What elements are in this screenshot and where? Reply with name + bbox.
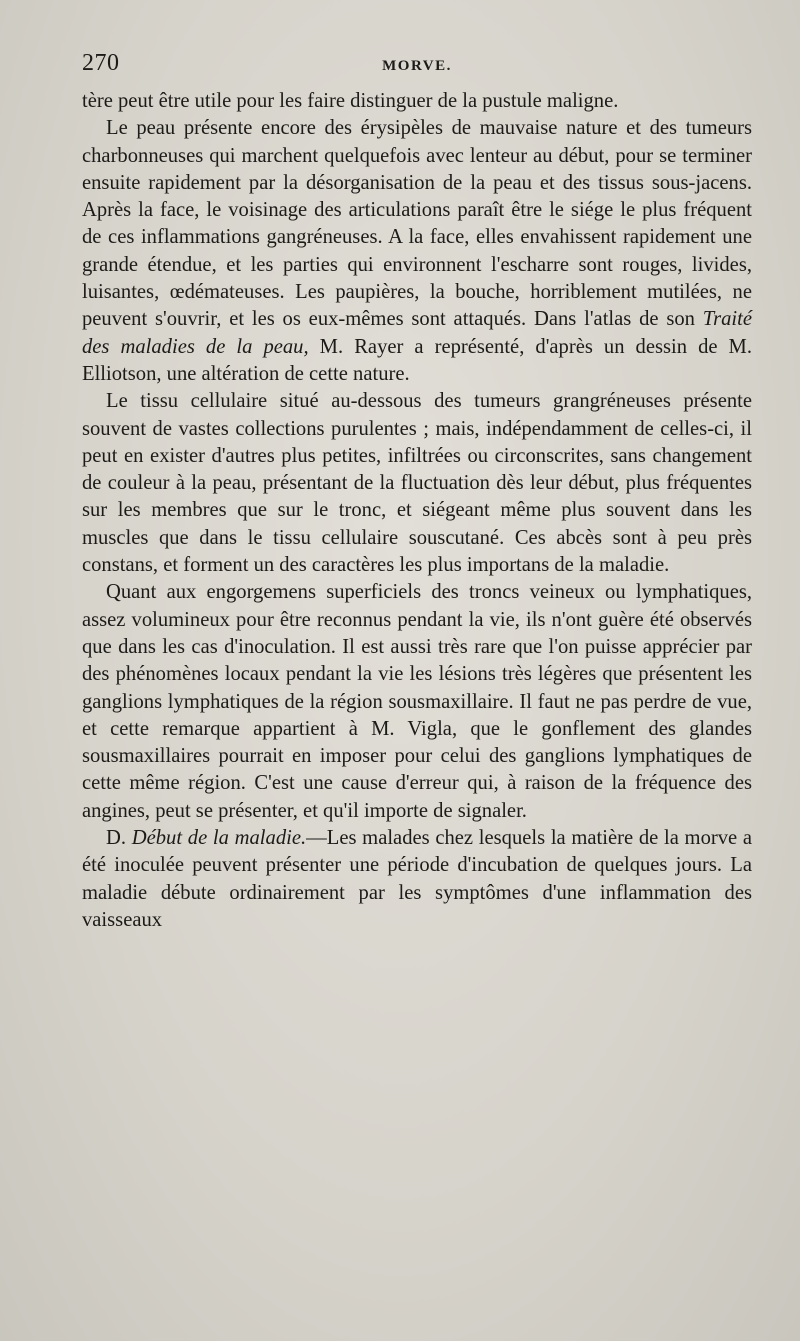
page-number: 270 [82, 50, 120, 76]
paragraph-text: M. Rayer a représenté, d'après un dessin de M. Elliotson, une altération de cette nature. [82, 335, 753, 385]
paragraph-debut [82, 825, 752, 934]
italic-title: Traité des maladies de la peau, [82, 308, 752, 358]
body-text [82, 88, 752, 934]
paragraph-text: Quant aux engorgemens superficiels des troncs veineux ou lymphatiques, assez volumineux pour être reconnus pendant la vie, ils n'ont guère été observés que dans les cas d'inoculation. Il est aussi très rare que l'on puisse apprécier par des phénomènes locaux pendant la vie les lésions très légères que présentent les ganglions lymphatiques de la région sousmaxillaire. Il faut ne pas perdre de vue, et cette remarque appartient à M. Vigla, que le gonflement des glandes sousmaxillaires pourrait en imposer pour celui des ganglions lymphatiques de cette même région. C'est une cause d'erreur qui, à raison de la fréquence des angines, peut se présenter, et qu'il importe de signaler. [82, 581, 752, 822]
paragraph-text: Le peau présente encore des érysipèles de mauvaise nature et des tumeurs charbonneuses qui marchent quelquefois avec lenteur au début, pour se terminer ensuite rapidement par la désorganisation de la peau et des tissus sous-jacens. Après la face, le voisinage des articulations paraît être le siége le plus fréquent de ces inflammations gangréneuses. A la face, elles envahissent rapidement une grande étendue, et les parties qui environnent l'escharre sont rouges, livides, luisantes, œdémateuses. Les paupières, la bouche, horriblement mutilées, ne peuvent s'ouvrir, et les os eux-mêmes sont attaqués. Dans l'atlas de son [82, 117, 752, 331]
paragraph-text: —Les malades chez lesquels la matière de la morve a été inoculée peuvent présenter une période d'incubation de quelques jours. La maladie débute ordinairement par les symptômes d'une inflammation des vaisseaux [82, 827, 753, 931]
paragraph-tissu-cellulaire [82, 388, 752, 579]
page-header [82, 50, 752, 84]
paragraph-text: Le tissu cellulaire situé au-dessous des tumeurs grangréneuses présente souvent de vastes collections purulentes ; mais, indépendamment de celles-ci, il peut en exister d'autres plus petites, infiltrées ou circonscrites, sans changement de couleur à la peau, présentant de la fluctuation dès leur début, plus fréquentes sur les membres que sur le tronc, et siégeant même plus souvent dans les muscles que dans le tissu cellulaire souscutané. Ces abcès sont à peu près constans, et forment un des caractères les plus importans de la maladie. [82, 390, 752, 577]
paragraph-continuation [82, 88, 752, 115]
running-head: MORVE. [382, 58, 452, 74]
section-heading: Début de la maladie. [131, 827, 307, 850]
paragraph-erysipeles [82, 115, 752, 388]
paragraph-text: tère peut être utile pour les faire distinguer de la pustule maligne. [82, 90, 619, 112]
section-letter: D. [106, 827, 132, 850]
paragraph-engorgemens [82, 579, 752, 825]
